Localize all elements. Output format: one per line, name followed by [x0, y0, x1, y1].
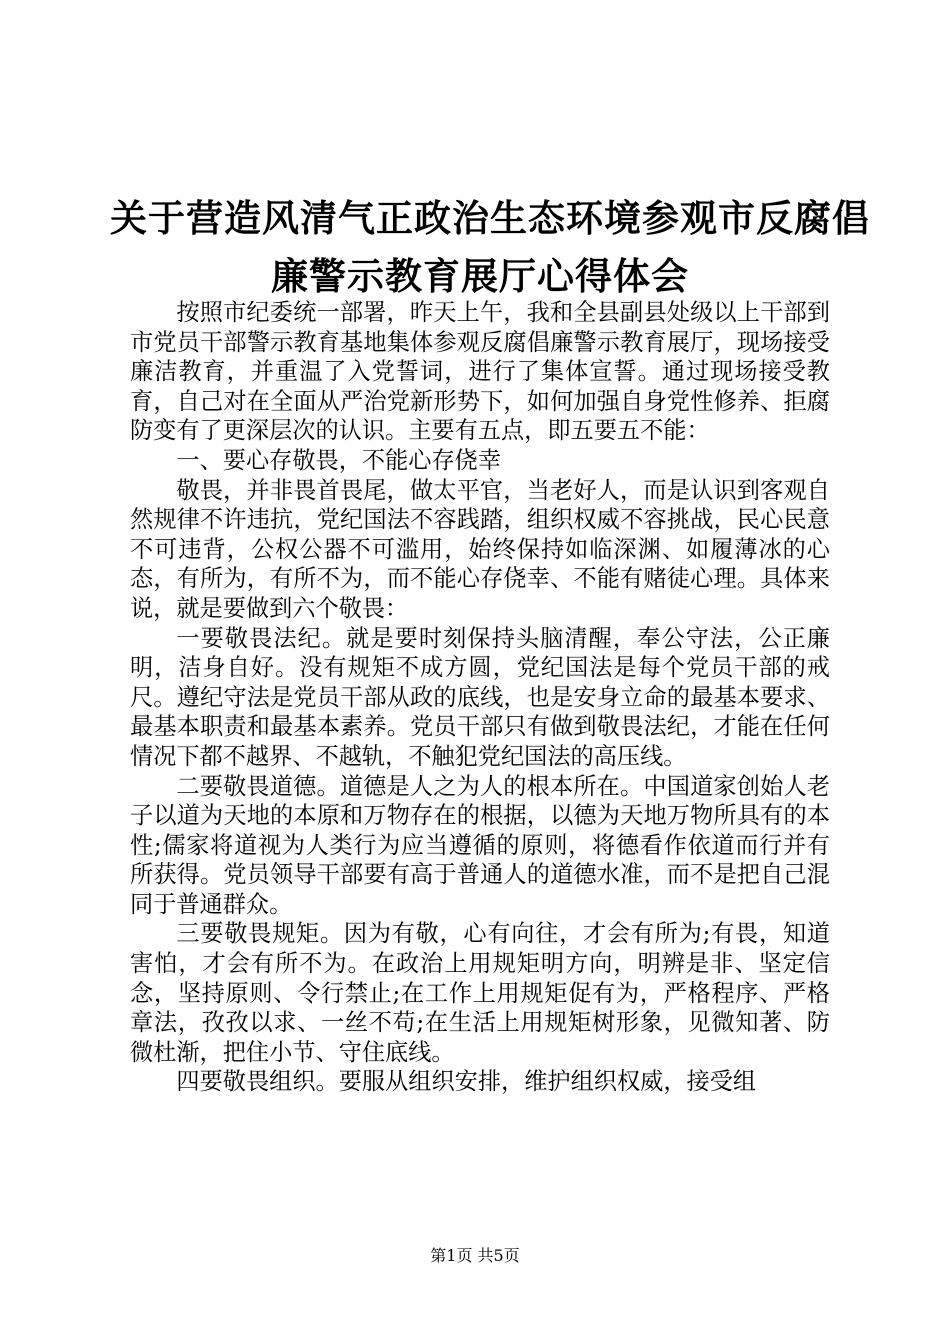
document-title-line-1: 关于营造风清气正政治生态环境参观市反腐倡: [110, 196, 870, 240]
paragraph-organization: 四要敬畏组织。要服从组织安排，维护组织权威，接受组: [176, 1068, 757, 1096]
paragraph-awe: 敬畏，并非畏首畏尾，做太平官，当老好人，而是认识到客观自然规律不许违抗，党纪国法不容践踏，组织权威不容挑战，民心民意不可违背，公权公器不可滥用，始终保持如临深渊、如履薄冰的心态，有所为，有所不为，而不能心存侥幸、不能有赌徒心理。具体来说，就是要做到六个敬畏：: [130, 476, 830, 622]
paragraph-rules: 三要敬畏规矩。因为有敬，心有向往，才会有所为;有畏，知道害怕，才会有所不为。在政治上用规矩明方向，明辨是非、坚定信念，坚持原则、令行禁止;在工作上用规矩促有为，严格程序、严格章法，孜孜以求、一丝不苟;在生活上用规矩树形象，见微知著、防微杜渐，把住小节、守住底线。: [130, 920, 830, 1066]
document-body: [130, 298, 830, 1097]
section-heading-1: 一、要心存敬畏，不能心存侥幸: [176, 446, 502, 474]
page-number-footer: 第1页 共5页: [430, 1246, 520, 1265]
paragraph-intro: 按照市纪委统一部署，昨天上午，我和全县副县处级以上干部到市党员干部警示教育基地集体参观反腐倡廉警示教育展厅，现场接受廉洁教育，并重温了入党誓词，进行了集体宣誓。通过现场接受教育，自己对在全面从严治党新形势下，如何加强自身党性修养、拒腐防变有了更深层次的认识。主要有五点，即五要五不能：: [130, 299, 830, 445]
paragraph-law: 一要敬畏法纪。就是要时刻保持头脑清醒，奉公守法，公正廉明，洁身自好。没有规矩不成方圆，党纪国法是每个党员干部的戒尺。遵纪守法是党员干部从政的底线，也是安身立命的最基本要求、最基本职责和最基本素养。党员干部只有做到敬畏法纪，才能在任何情况下都不越界、不越轨，不触犯党纪国法的高压线。: [130, 624, 830, 770]
document-title-line-2: 廉警示教育展厅心得体会: [271, 254, 689, 298]
paragraph-morality: 二要敬畏道德。道德是人之为人的根本所在。中国道家创始人老子以道为天地的本原和万物存在的根据，以德为天地万物所具有的本性;儒家将道视为人类行为应当遵循的原则，将德看作依道而行并有所获得。党员领导干部要有高于普通人的道德水准，而不是把自己混同于普通群众。: [130, 772, 830, 918]
